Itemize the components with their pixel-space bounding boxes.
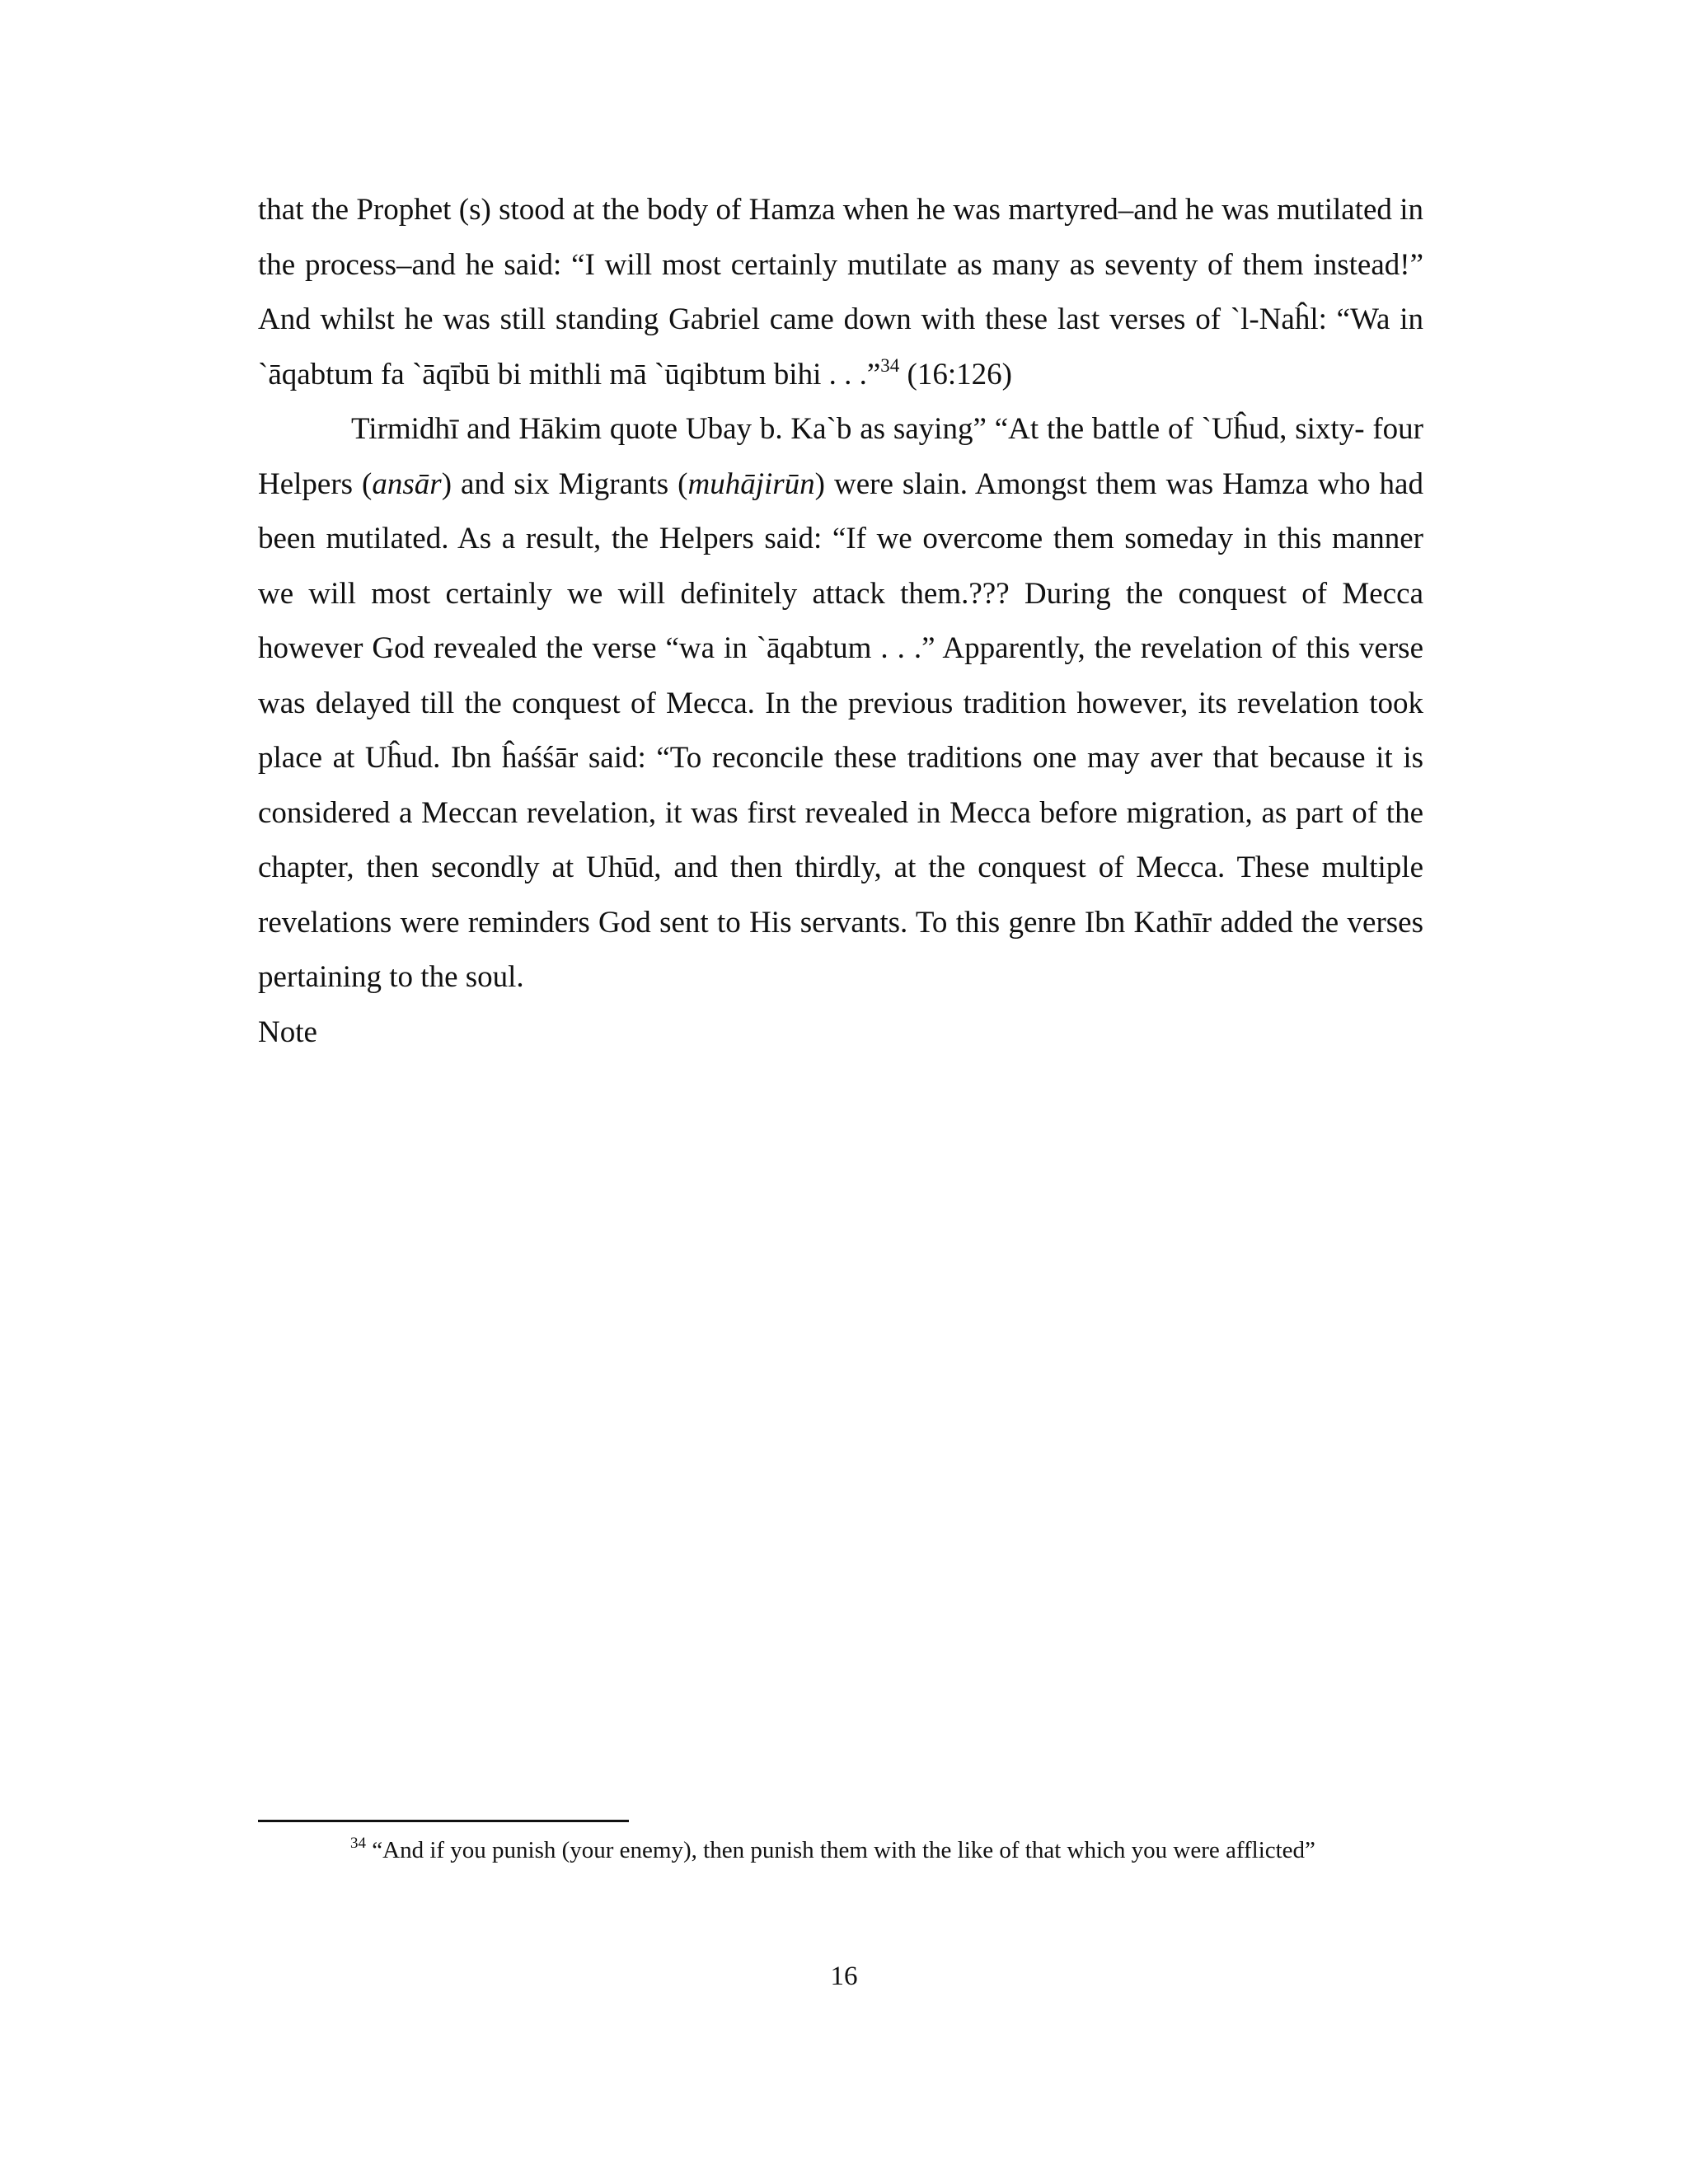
footnote-number: 34: [350, 1835, 366, 1852]
paragraph-text: that the Prophet (s) stood at the body of Hamza when he was martyred–and he was mutilated in the process–and he said: “I will most certainly mutilate as many as seventy of them instead!” And whilst he was still standing Gabriel came down with these last verses of `l-Naĥl: “Wa in `āqabtum fa `āqībū bi mithli mā `ūqibtum bihi . . .”: [258, 193, 1423, 391]
italic-term: ansār: [372, 466, 442, 501]
paragraph: [258, 402, 1423, 1005]
paragraph-text: ) and six Migrants (: [441, 466, 688, 501]
paragraph-text: Tirmidhī and Hākim quote Ubay b. Ka`b as saying” “At the battle of `Uĥud, sixty- four Helpers (: [258, 412, 1423, 501]
page-number: 16: [830, 1961, 858, 1991]
paragraph: [258, 183, 1423, 402]
note-heading: Note: [258, 1015, 317, 1049]
verse-citation: (16:126): [899, 357, 1012, 391]
paragraph-text: ) were slain. Amongst them was Hamza who had been mutilated. As a result, the Helpers said: “If we overcome them someday in this manner we will most certainly we will definitely attack them.??? During the conquest of Mecca however God revealed the verse “wa in `āqabtum . . .” Apparently, the revelation of this verse was delayed till the conquest of Mecca. In the previous tradition however, its revelation took place at Uĥud. Ibn ĥaśśār said: “To reconcile these traditions one may aver that because it is considered a Meccan revelation, it was first revealed in Mecca before migration, as part of the chapter, then secondly at Uhūd, and then thirdly, at the conquest of Mecca. These multiple revelations were reminders God sent to His servants. To this genre Ibn Kathīr added the verses pertaining to the soul.: [258, 466, 1423, 994]
main-text: [258, 183, 1423, 1060]
footnote-text: “And if you punish (your enemy), then punish them with the like of that which you were afflicted”: [366, 1837, 1315, 1863]
footnote-separator: [258, 1820, 629, 1822]
footnote-paragraph: [268, 1835, 1364, 1867]
footnote: [268, 1835, 1364, 1867]
footnote-reference[interactable]: 34: [880, 354, 900, 376]
italic-term: muhājirūn: [687, 466, 815, 501]
